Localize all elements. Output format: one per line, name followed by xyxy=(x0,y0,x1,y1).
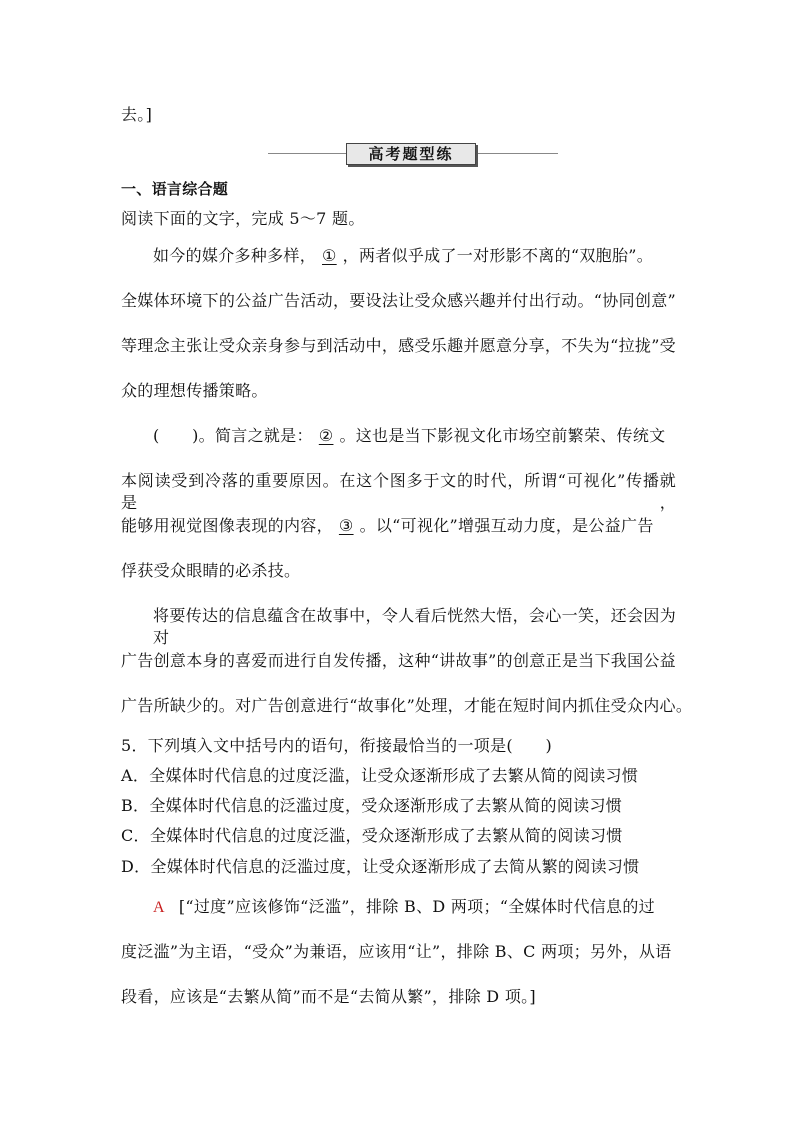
answer-letter: A xyxy=(153,899,165,916)
option-d: D．全媒体时代信息的泛滥过度，让受众逐渐形成了去简从繁的阅读习惯 xyxy=(121,857,640,876)
passage-line: 全媒体环境下的公益广告活动，要设法让受众感兴趣并付出行动。“协同创意” xyxy=(121,291,676,310)
passage-line: 能够用视觉图像表现的内容， ③ 。以“可视化”增强互动力度，是公益广告 xyxy=(121,516,654,535)
passage-line: 等理念主张让受众亲身参与到活动中，感受乐趣并愿意分享，不失为“拉拢”受 xyxy=(121,336,676,355)
passage-line: 广告创意本身的喜爱而进行自发传播，这种“讲故事”的创意正是当下我国公益 xyxy=(121,651,676,670)
section-banner xyxy=(268,143,558,165)
passage-line: 众的理想传播策略。 xyxy=(121,381,268,400)
option-a: A．全媒体时代信息的过度泛滥，让受众逐渐形成了去繁从简的阅读习惯 xyxy=(121,766,639,785)
question-stem: 5．下列填入文中括号内的语句，衔接最恰当的一项是( ) xyxy=(121,736,553,755)
passage-line: 如今的媒介多种多样， ① ，两者似乎成了一对形影不离的“双胞胎”。 xyxy=(153,246,654,265)
banner-rule-right xyxy=(478,153,558,154)
blank-3: ③ xyxy=(338,516,354,535)
banner-label: 高考题型练 xyxy=(346,143,476,165)
instruction-text: 阅读下面的文字，完成 5～7 题。 xyxy=(121,209,365,228)
answer-line xyxy=(153,896,655,919)
passage-line: 广告所缺少的。对广告创意进行“故事化”处理，才能在短时间内抓住受众内心。 xyxy=(121,696,693,715)
blank-2: ② xyxy=(318,426,334,445)
explanation-text: [“过度”应该修饰“泛滥”，排除 B、D 两项；“全媒体时代信息的过 xyxy=(178,897,655,916)
option-c: C．全媒体时代信息的过度泛滥，受众逐渐形成了去繁从简的阅读习惯 xyxy=(121,826,623,845)
passage-line: 将要传达的信息蕴含在故事中，令人看后恍然大悟，会心一笑，还会因为对 xyxy=(153,606,676,647)
passage-line: ( )。简言之就是： ② 。这也是当下影视文化市场空前繁荣、传统文 xyxy=(153,426,666,445)
passage-line: 俘获受众眼睛的必杀技。 xyxy=(121,561,301,580)
banner-rule-left xyxy=(268,153,346,154)
explanation-line: 度泛滥”为主语，“受众”为兼语，应该用“让”，排除 B、C 两项；另外，从语 xyxy=(121,942,672,961)
blank-1: ① xyxy=(322,246,337,265)
section-heading: 一、语言综合题 xyxy=(121,180,229,198)
previous-answer-tail: 去。] xyxy=(121,105,153,124)
passage-line: 本阅读受到冷落的重要原因。在这个图多于文的时代，所谓“可视化”传播就是， xyxy=(121,471,676,512)
explanation-line: 段看，应该是“去繁从简”而不是“去简从繁”，排除 D 项。] xyxy=(121,987,536,1006)
option-b: B．全媒体时代信息的泛滥过度，受众逐渐形成了去繁从简的阅读习惯 xyxy=(121,796,623,815)
